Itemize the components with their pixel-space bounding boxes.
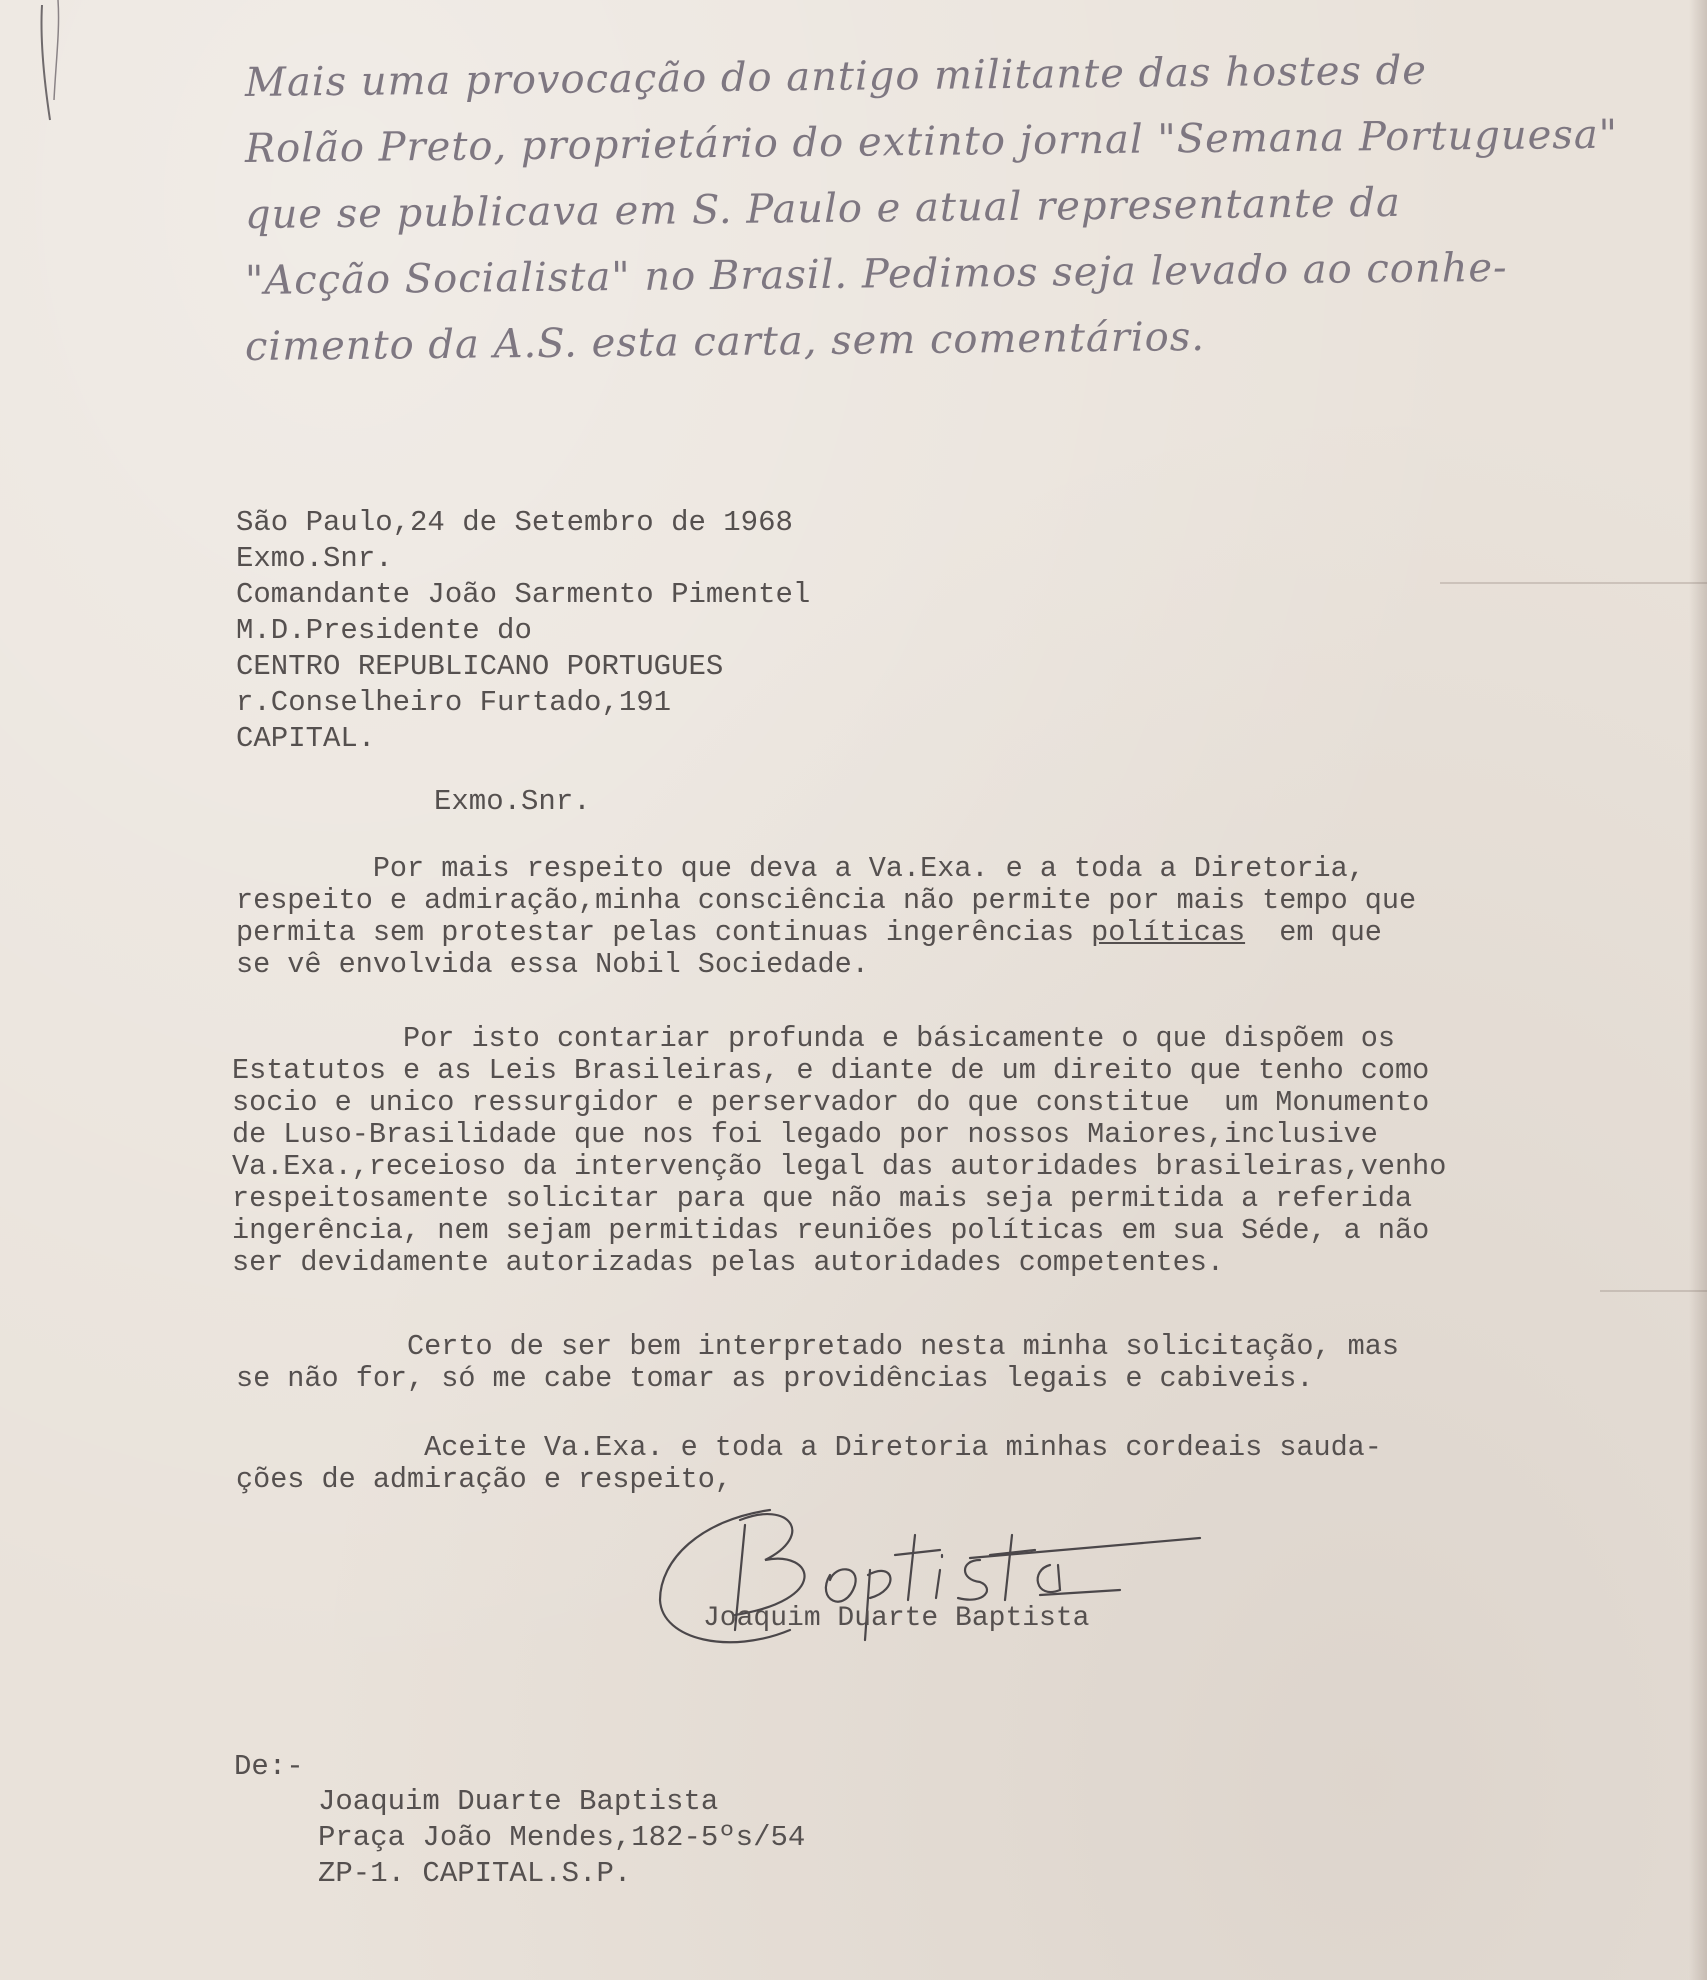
paragraph-line: de Luso-Brasilidade que nos foi legado por nossos Maiores,inclusive <box>232 1118 1378 1151</box>
underlined-word: políticas <box>1091 916 1246 949</box>
handwritten-line: Mais uma provocação do antigo militante das hostes de <box>244 47 1428 106</box>
paragraph-line: Por isto contariar profunda e básicamente o que dispõem os <box>232 1022 1395 1055</box>
paragraph-line: respeito e admiração,minha consciência não permite por mais tempo que <box>236 884 1417 917</box>
from-label: De:- <box>234 1750 304 1783</box>
paragraph-line: ingerência, nem sejam permitidas reuniões políticas em sua Séde, a não <box>232 1214 1430 1247</box>
sender-street: Praça João Mendes,182-5ºs/54 <box>318 1821 806 1854</box>
margin-mark <box>30 0 70 130</box>
paragraph-line: respeitosamente solicitar para que não mais seja permitida a referida <box>232 1182 1413 1215</box>
recipient-organization: CENTRO REPUBLICANO PORTUGUES <box>236 650 724 683</box>
paragraph-line: se não for, só me cabe tomar as providências legais e cabiveis. <box>236 1362 1314 1395</box>
paper-edge-shadow <box>1689 0 1707 1980</box>
fold-crease <box>1440 582 1707 584</box>
paragraph-line: ser devidamente autorizadas pelas autoridades competentes. <box>232 1246 1224 1279</box>
sender-address <box>318 1784 805 1892</box>
paragraph-line: Estatutos e as Leis Brasileiras, e diante de um direito que tenho como <box>232 1054 1430 1087</box>
paragraph-line: socio e unico ressurgidor e perservador do que constitue um Monumento <box>232 1086 1430 1119</box>
fold-crease <box>1600 1290 1707 1292</box>
signer-name: Joaquim Duarte Baptista <box>703 1603 1090 1634</box>
recipient-street: r.Conselheiro Furtado,191 <box>236 686 672 719</box>
place-date: São Paulo,24 de Setembro de 1968 <box>236 506 793 539</box>
handwritten-line: "Acção Socialista" no Brasil. Pedimos seja levado ao conhe- <box>244 244 1508 304</box>
paragraph-line <box>236 917 1416 949</box>
handwritten-line: que se publicava em S. Paulo e atual representante da <box>244 179 1402 238</box>
recipient-city: CAPITAL. <box>236 722 376 755</box>
paragraph-1 <box>236 853 1416 981</box>
letter-header <box>236 505 810 757</box>
salutation: Exmo.Snr. <box>434 785 591 818</box>
paragraph-2 <box>232 1023 1446 1279</box>
handwritten-note <box>244 47 1675 380</box>
recipient-name: Comandante João Sarmento Pimentel <box>236 578 811 611</box>
paragraph-3 <box>236 1331 1399 1395</box>
line-text: em que <box>1245 916 1382 949</box>
recipient-title: M.D.Presidente do <box>236 614 532 647</box>
paragraph-line: Por mais respeito que deva a Va.Exa. e a toda a Diretoria, <box>236 852 1365 885</box>
handwritten-line: Rolão Preto, proprietário do extinto jornal "Semana Portuguesa" <box>244 111 1619 172</box>
paragraph-line: Certo de ser bem interpretado nesta minha solicitação, mas <box>236 1330 1399 1363</box>
handwritten-line: cimento da A.S. esta carta, sem comentários. <box>244 313 1206 370</box>
sender-city: ZP-1. CAPITAL.S.P. <box>318 1857 632 1890</box>
signature <box>640 1480 1240 1670</box>
paragraph-line: ções de admiração e respeito, <box>236 1463 732 1496</box>
paragraph-line: Aceite Va.Exa. e toda a Diretoria minhas cordeais sauda- <box>236 1431 1382 1464</box>
recipient-honorific: Exmo.Snr. <box>236 542 393 575</box>
paragraph-line: Va.Exa.,receioso da intervenção legal das autoridades brasileiras,venho <box>232 1150 1447 1183</box>
line-text: permita sem protestar pelas continuas ingerências <box>236 916 1092 949</box>
sender-name: Joaquim Duarte Baptista <box>318 1785 719 1818</box>
paragraph-line: se vê envolvida essa Nobil Sociedade. <box>236 948 869 981</box>
